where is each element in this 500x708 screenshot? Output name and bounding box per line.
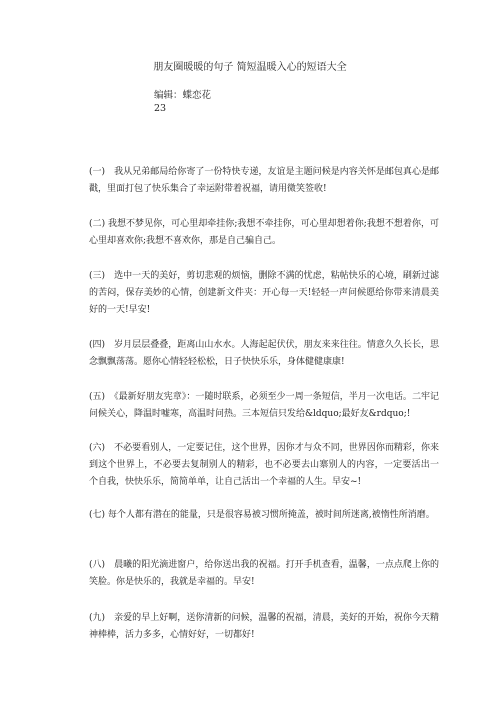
paragraph-4: (四) 岁月层层叠叠，距离山山水水。人海起起伏伏，朋友来来往往。情意久久长长，思念飘飘荡荡。愿你心情轻轻松松，日子快快乐乐，身体健健康康! — [89, 340, 439, 367]
paragraph-2: (二) 我想不梦见你，可心里却牵挂你;我想不牵挂你，可心里却想着你;我想不想着你，可心里却喜欢你;我想不喜欢你，那是自己骗自己。 — [89, 219, 439, 246]
document-title: 朋友圈暖暖的句子 简短温暖入心的短语大全 — [153, 62, 347, 73]
paragraph-5: (五) 《最新好朋友宪章》：一随时联系，必须至少一周一条短信，半月一次电话。二牢记问候关心，降温时嘘寒，高温时问热。三本短信只发给&ldquo;最好友&rdquo;! — [89, 392, 439, 419]
paragraph-9: (九) 亲爱的早上好啊，送你清新的问候，温馨的祝福，清晨，美好的开始，祝你今天精神棒棒，活力多多，心情好好，一切都好! — [89, 613, 439, 640]
paragraph-7: (七) 每个人都有潜在的能量，只是很容易被习惯所掩盖，被时间所迷离,被惰性所消磨。 — [89, 510, 435, 520]
paragraph-8: (八) 晨曦的阳光滴进窗户，给你送出我的祝福。打开手机查看，温馨，一点点爬上你的笑脸。你是快乐的，我就是幸福的。早安! — [89, 560, 439, 587]
paragraph-6: (六) 不必要看别人，一定要记住，这个世界，因你才与众不同，世界因你而精彩，你来到这个世界上，不必要去复制别人的精彩，也不必要去山寨别人的内容，一定要活出一个自我，快快乐乐，简简单单，让自己活出一个幸福的人生。早安~! — [89, 443, 439, 487]
article-number: 23 — [154, 103, 167, 114]
paragraph-3: (三) 选中一天的美好，剪切悲观的烦恼，删除不满的忧虑，粘帖快乐的心境，刷新过滤的苦闷，保存美妙的心情，创建新文件夹：开心每一天!轻轻一声问候愿给你带来清晨美好的一天!早安! — [89, 271, 439, 315]
paragraph-1: (一) 我从兄弟邮局给你寄了一份特快专递，友谊是主题问候是内容关怀是邮包真心是邮戳，里面打包了快乐集合了幸运附带着祝福，请用微笑签收! — [89, 167, 439, 194]
editor-line: 编辑：蝶恋花 — [154, 90, 212, 101]
